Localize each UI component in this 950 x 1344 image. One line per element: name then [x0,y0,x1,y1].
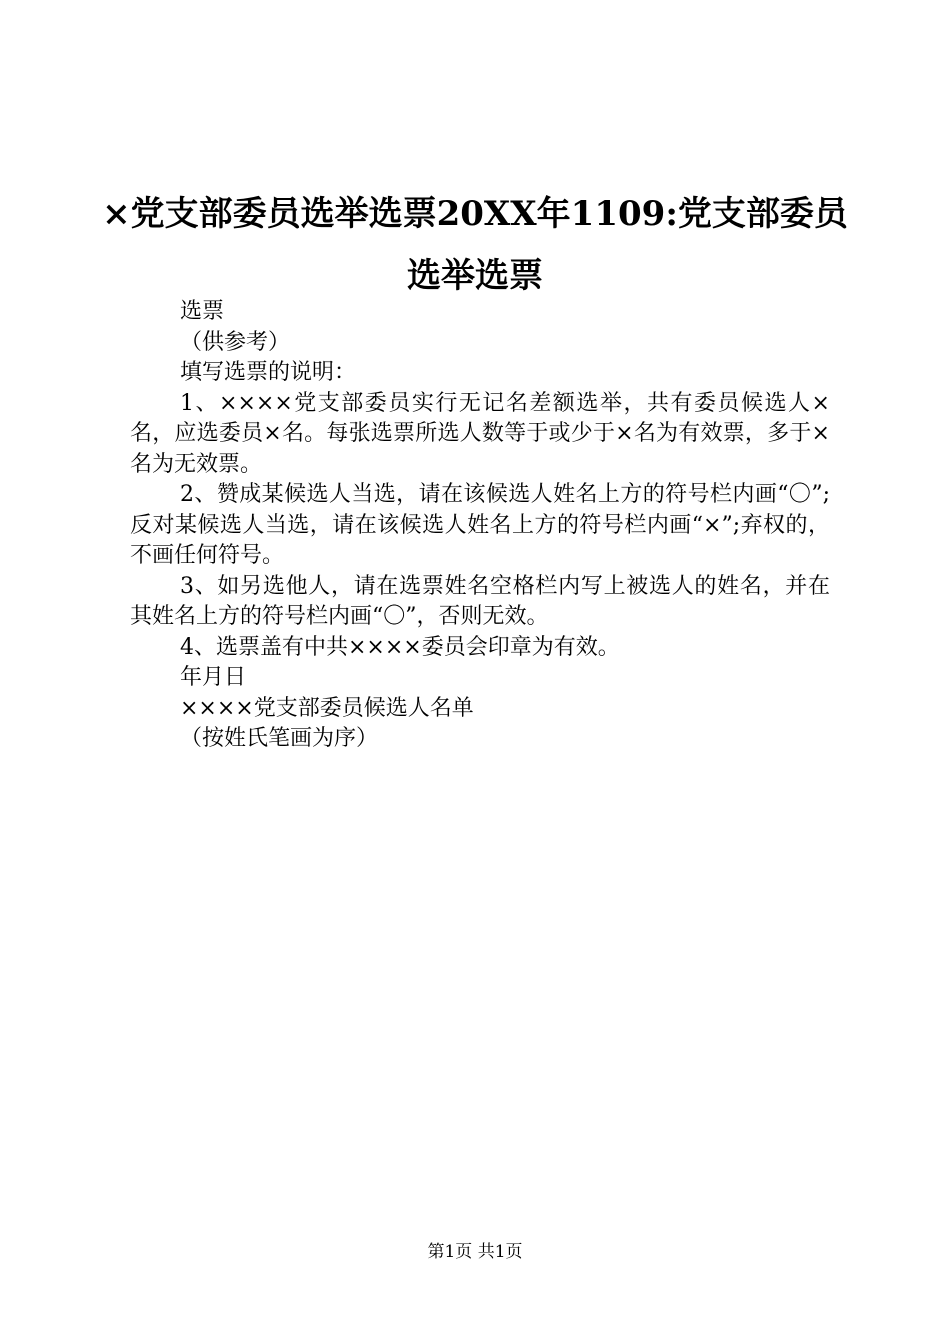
paragraph-for-reference: （供参考） [180,329,291,355]
paragraph-instruction-1: 1、××××党支部委员实行无记名差额选举，共有委员候选人×名，应选委员×名。每张选票所选人数等于或少于×名为有效票，多于×名为无效票。 [130,390,830,477]
paragraph-instruction-4: 4、选票盖有中共××××委员会印章为有效。 [180,634,620,660]
paragraph-instruction-2: 2、赞成某候选人当选，请在该候选人姓名上方的符号栏内画“〇”;反对某候选人当选，请在该候选人姓名上方的符号栏内画“×”;弃权的，不画任何符号。 [130,482,830,568]
paragraph-candidate-list-title: ××××党支部委员候选人名单 [180,695,474,721]
paragraph-instruction-3: 3、如另选他人，请在选票姓名空格栏内写上被选人的姓名，并在其姓名上方的符号栏内画“〇”，否则无效。 [130,573,830,629]
document-title: ×党支部委员选举选票20XX年1109:党支部委员选举选票 [102,194,848,296]
paragraph-instructions-heading: 填写选票的说明： [180,360,357,385]
paragraph-date-line: 年月日 [180,665,247,690]
document-body [130,297,830,755]
paragraph-sort-note: （按姓氏笔画为序） [180,726,379,751]
paragraph-ballot-label: 选票 [180,299,225,324]
page-footer: 第1页 共1页 [427,1242,523,1262]
